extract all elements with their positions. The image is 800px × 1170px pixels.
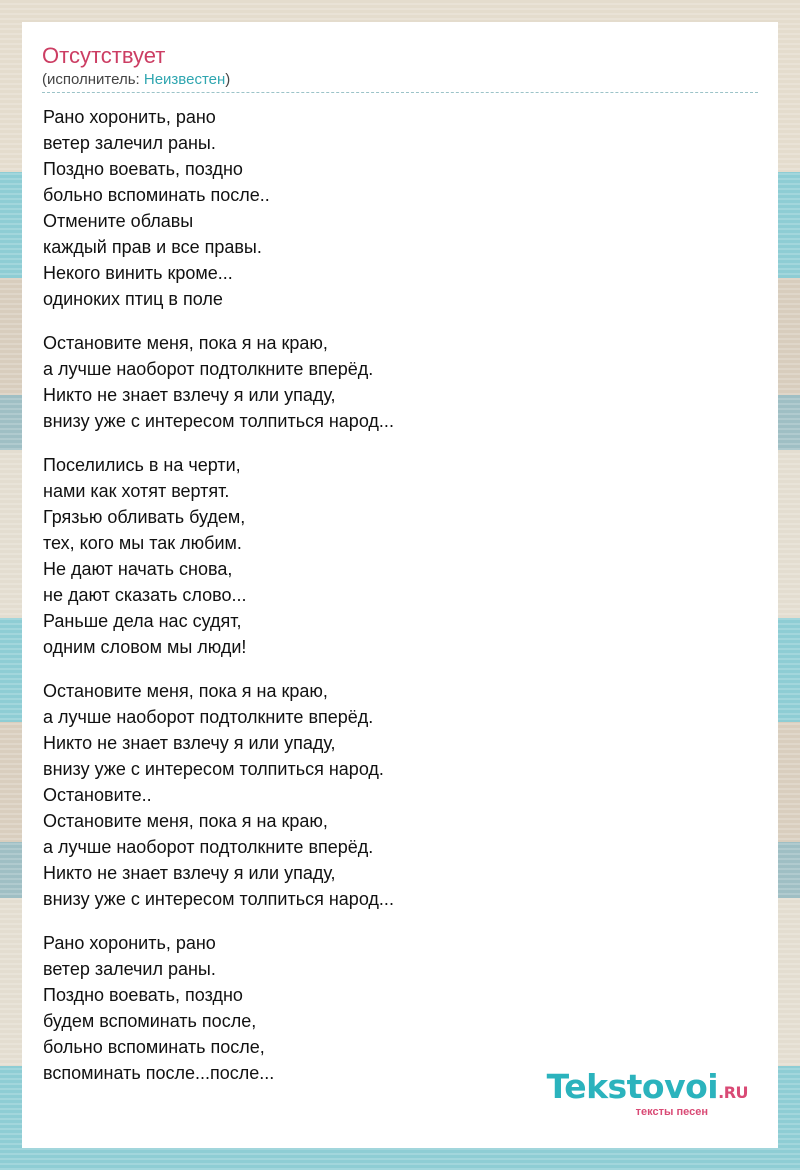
lyric-line: больно вспоминать после.. — [43, 185, 270, 205]
performer-link[interactable]: Неизвестен — [143, 71, 226, 88]
site-logo[interactable] — [546, 1067, 748, 1118]
lyric-line: Грязью обливать будем, — [43, 507, 246, 527]
logo-wordmark — [546, 1067, 748, 1110]
lyric-line: Никто не знает взлечу я или упаду, — [43, 385, 336, 405]
performer-suffix: ) — [225, 71, 231, 88]
lyric-line: ветер залечил раны. — [43, 959, 216, 979]
lyric-line: Остановите меня, пока я на краю, — [43, 681, 328, 701]
lyric-line: одним словом мы люди! — [43, 637, 247, 657]
lyric-line: Никто не знает взлечу я или упаду, — [43, 863, 336, 883]
lyrics-stanza — [43, 330, 743, 434]
song-title: Отсутствует — [42, 43, 166, 68]
lyric-line: Рано хоронить, рано — [43, 933, 216, 953]
lyric-line: Отмените облавы — [43, 211, 194, 231]
lyric-line: внизу уже с интересом толпиться народ. — [43, 759, 384, 779]
lyric-line: внизу уже с интересом толпиться народ... — [43, 889, 394, 909]
lyric-line: Поздно воевать, поздно — [43, 985, 243, 1005]
lyrics-sheet — [22, 22, 778, 1148]
performer-line — [42, 70, 758, 90]
logo-tagline: тексты песен — [635, 1106, 708, 1118]
lyrics-stanza — [43, 452, 743, 660]
performer-prefix: (исполнитель: — [42, 71, 144, 88]
lyric-line: а лучше наоборот подтолкните вперёд. — [43, 707, 374, 727]
lyric-line: Никто не знает взлечу я или упаду, — [43, 733, 336, 753]
lyric-line: Рано хоронить, рано — [43, 107, 216, 127]
lyric-line: Некого винить кроме... — [43, 263, 233, 283]
lyric-line: каждый прав и все правы. — [43, 237, 262, 257]
lyric-line: нами как хотят вертят. — [43, 481, 230, 501]
lyric-line: Остановите меня, пока я на краю, — [43, 333, 328, 353]
lyric-line: Поздно воевать, поздно — [43, 159, 243, 179]
lyrics-stanza — [43, 930, 743, 1086]
lyric-line: ветер залечил раны. — [43, 133, 216, 153]
lyric-line: одиноких птиц в поле — [43, 289, 223, 309]
lyric-line: Поселились в на черти, — [43, 455, 241, 475]
song-header — [42, 42, 758, 93]
lyric-line: Раньше дела нас судят, — [43, 611, 242, 631]
lyric-line: не дают сказать слово... — [43, 585, 247, 605]
logo-name: Tekstovoi — [546, 1067, 719, 1106]
lyric-line: Остановите меня, пока я на краю, — [43, 811, 328, 831]
lyric-line: внизу уже с интересом толпиться народ... — [43, 411, 394, 431]
lyric-line: Не дают начать снова, — [43, 559, 233, 579]
lyric-line: будем вспоминать после, — [43, 1011, 257, 1031]
lyrics-stanza — [43, 678, 743, 912]
logo-tld: .RU — [718, 1083, 748, 1102]
lyric-line: тех, кого мы так любим. — [43, 533, 242, 553]
lyric-line: Остановите.. — [43, 785, 152, 805]
lyric-line: а лучше наоборот подтолкните вперёд. — [43, 837, 374, 857]
lyrics-stanza — [43, 104, 743, 312]
lyric-line: вспоминать после...после... — [43, 1063, 275, 1083]
lyric-line: а лучше наоборот подтолкните вперёд. — [43, 359, 374, 379]
lyric-line: больно вспоминать после, — [43, 1037, 265, 1057]
lyrics-body — [43, 104, 743, 1104]
